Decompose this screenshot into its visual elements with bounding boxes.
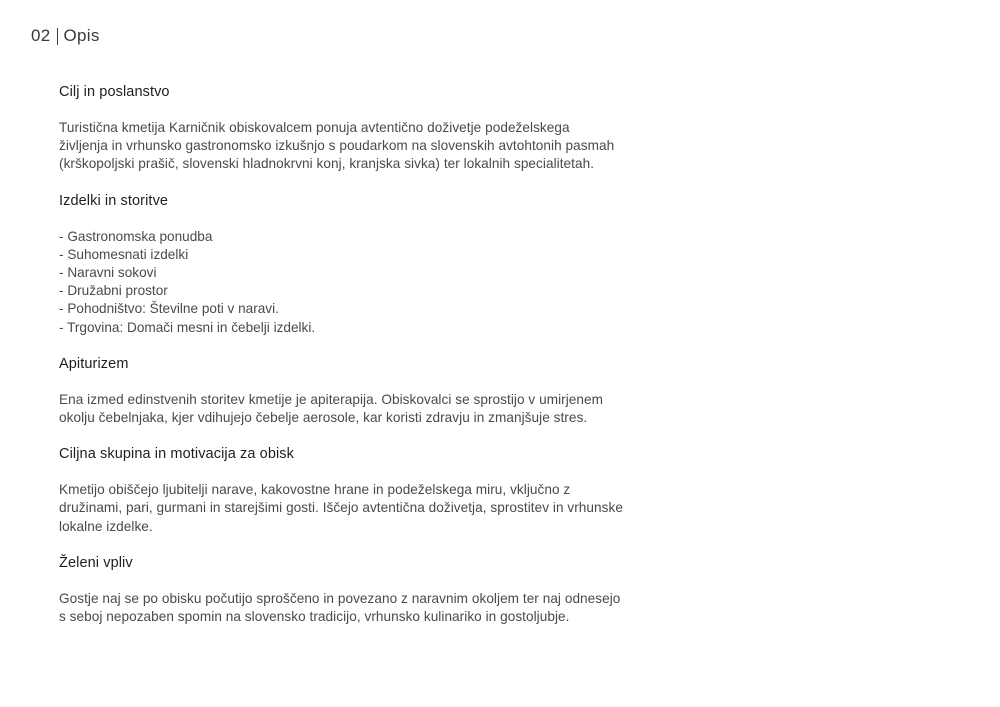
section-title-target-group: Ciljna skupina in motivacija za obisk xyxy=(59,446,294,463)
document-body xyxy=(59,83,679,626)
products-list xyxy=(59,228,679,337)
list-item: - Trgovina: Domači mesni in čebelji izdelki. xyxy=(59,319,679,337)
header-divider xyxy=(57,28,58,45)
section-title-products: Izdelki in storitve xyxy=(59,192,169,209)
section-title-impact: Želeni vpliv xyxy=(59,554,133,571)
list-item: - Pohodništvo: Številne poti v naravi. xyxy=(59,300,679,318)
list-item: - Naravni sokovi xyxy=(59,264,679,282)
section-text-impact: Gostje naj se po obisku počutijo sproščeno in povezano z naravnim okoljem ter naj odnesejo s seboj nepozaben spomin na slovensko tradicijo, vrhunsko kulinariko in gostoljubje. xyxy=(59,590,621,625)
list-item: - Gastronomska ponudba xyxy=(59,228,679,246)
section-text-apitourism: Ena izmed edinstvenih storitev kmetije je apiterapija. Obiskovalci se sprostijo v umirjenem okolju čebelnjaka, kjer vdihujejo čebelje aerosole, kar koristi zdravju in zmanjšuje stres. xyxy=(59,391,603,426)
section-text-mission: Turistična kmetija Karničnik obiskovalcem ponuja avtentično doživetje podeželskega življenja in vrhunsko gastronomsko izkušnjo s poudarkom na slovenskih avtohtonih pasmah (krškopoljski prašič, slovenski hladnokrvni konj, kranjska sivka) ter lokalnih specialitetah. xyxy=(59,120,615,172)
section-title-apitourism: Apiturizem xyxy=(59,355,129,372)
page-header xyxy=(31,26,100,46)
list-item: - Družabni prostor xyxy=(59,282,679,300)
list-item: - Suhomesnati izdelki xyxy=(59,246,679,264)
section-number: 02 xyxy=(31,26,51,45)
section-text-target-group: Kmetijo obiščejo ljubitelji narave, kakovostne hrane in podeželskega miru, vključno z družinami, pari, gurmani in starejšimi gosti. Iščejo avtentična doživetja, sprostitev in vrhunske lokalne izdelke. xyxy=(59,482,623,534)
section-title-mission: Cilj in poslanstvo xyxy=(59,84,170,100)
page-title: Opis xyxy=(63,26,100,45)
